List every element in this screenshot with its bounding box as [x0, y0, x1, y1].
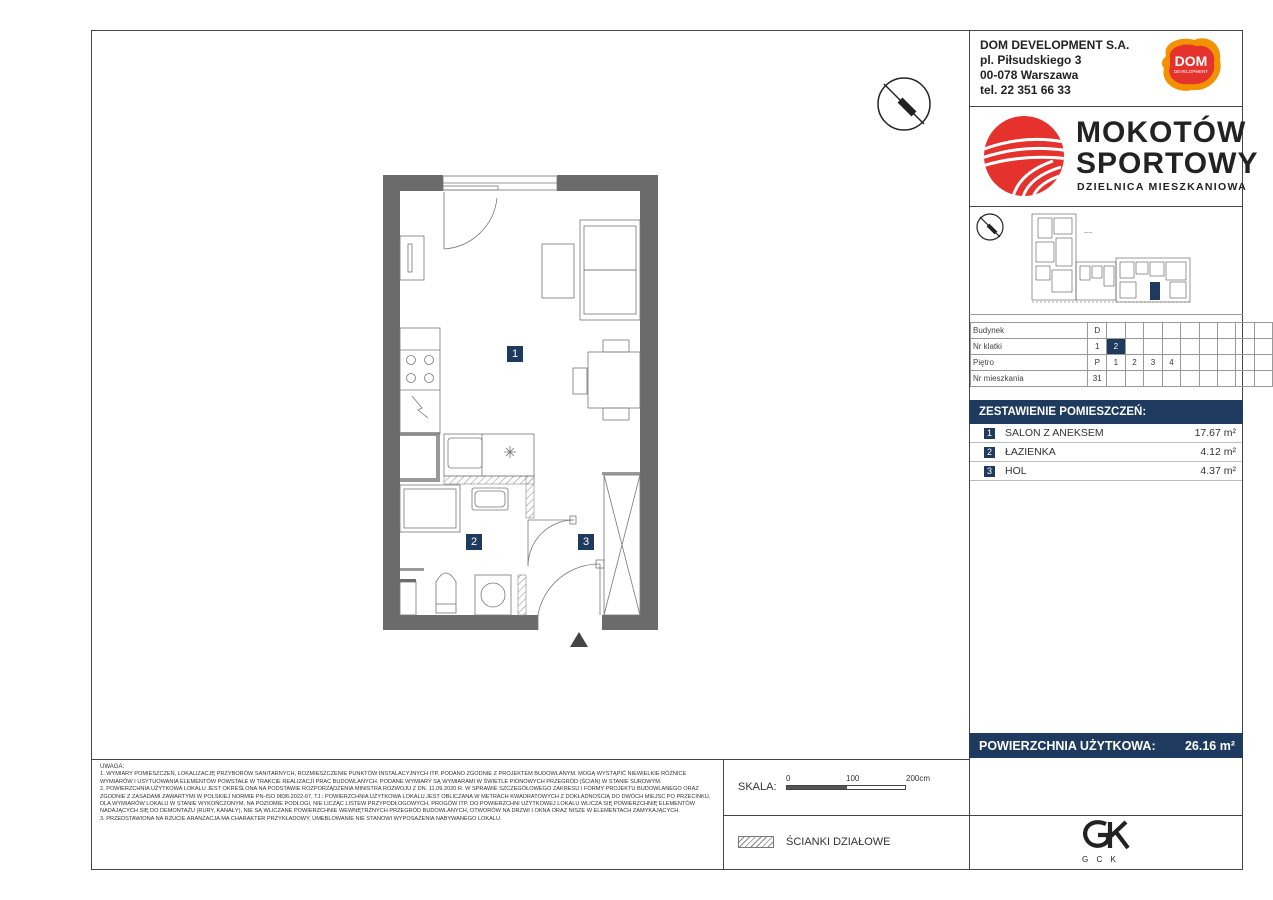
key-plan-map — [1028, 210, 1198, 306]
brand-title — [1076, 117, 1258, 179]
rooms-section-title: ZESTAWIENIE POMIESZCZEŃ: — [969, 400, 1243, 424]
unit-info-row — [971, 371, 1273, 387]
note-2: 2. POWIERZCHNIA UŻYTKOWA LOKALU JEST OKREŚLONA NA PODSTAWIE ROZPORZĄDZENIA MINISTRA ROZWOJU Z DN. 11.09.2020 R. W SPRAWIE SZCZEGÓŁOWEGO ZAKRESU I FORMY PROJEKTU BUDOWLANEGO ORAZ ZGODNIE Z ZASADAMI ZAWARTYMI W POLSKIEJ NORMIE PN-ISO 9836:2022-07, TJ.: POWIERZCHNIA UŻYTKOWA LOKALU JEST OBLICZANA W METRACH KWADRATOWYCH Z DOKŁADNOŚCIĄ DO DWÓCH MIEJSC PO PRZECINKU, DLA WYMIARÓW LOKALU W STANIE WYKOŃCZONYM, NA POZIOMIE PODŁOGI, NIE LICZĄC LISTEW PRZYPODŁOGOWYCH, PROGÓW ITP. DO POWIERZCHNI UŻYTKOWEJ LOKALU WLICZA SIĘ POWIERZCHNIĘ ELEMENTÓW NADAJĄCYCH SIĘ DO DEMONTAŻU (RURY, KANAŁY), NIE SĄ WLICZANE POWIERZCHNIE WEWNĘTRZNYCH PRZEGRÓD BUDOWLANYCH, OTWORÓW NA DRZWI I OKNA ORAZ NISZE W ELEMENTACH ZAMYKAJĄCYCH. — [100, 786, 711, 815]
room-area: 4.37 m² — [1200, 465, 1236, 477]
unit-info-table — [970, 322, 1273, 387]
unit-info-cell — [1107, 371, 1126, 387]
total-area-bar — [969, 733, 1243, 758]
mokotow-sportowy-emblem — [983, 115, 1067, 197]
unit-info-cell — [1181, 355, 1199, 371]
unit-info-cell — [1199, 339, 1217, 355]
unit-info-cell: 2 — [1107, 339, 1126, 355]
gck-letters: G C K — [1082, 855, 1119, 864]
unit-info-cell — [1144, 339, 1163, 355]
unit-info-cell: 31 — [1088, 371, 1107, 387]
scale-tick-200: 200cm — [906, 774, 931, 783]
unit-info-cell: 1 — [1107, 355, 1126, 371]
unit-info-cell — [1236, 339, 1254, 355]
unit-info-cell — [1144, 323, 1163, 339]
developer-info — [980, 38, 1129, 98]
notes-block — [100, 764, 717, 823]
rooms-list — [970, 424, 1242, 481]
unit-info-cell — [1125, 339, 1144, 355]
unit-info-cell — [1125, 323, 1144, 339]
brand-line-2: SPORTOWY — [1076, 147, 1259, 180]
unit-info-label: Nr mieszkania — [971, 371, 1088, 387]
unit-info-cell — [1254, 371, 1272, 387]
note-1: 1. WYMIARY POMIESZCZEŃ, LOKALIZACJĘ PRZYBORÓW SANITARNYCH, ROZMIESZCZENIE PUNKTÓW INSTALACYJNYCH ITP. PODANO ZGODNIE Z PROJEKTEM BUDOWLANYM. MOGĄ WYSTĄPIĆ NIEWIELKIE RÓŻNICE WYMIARÓW I USYTUOWANIA ELEMENTÓW POWSTAŁE W TRAKCIE REALIZACJI PRAC BUDOWLANYCH. PODANE WYMIARY SĄ WYMIARAMI W ŚWIETLE PIONOWYCH PRZEGRÓD (ŚCIAN) W STANIE SUROWYM. — [100, 771, 687, 785]
room-number-badge: 3 — [984, 466, 995, 477]
note-3: 3. PRZEDSTAWIONA NA RZUCIE ARANŻACJA MA CHARAKTER PRZYKŁADOWY, UMEBLOWANIE NIE STANOWI WYPOSAŻENIA NABYWANEGO LOKALU. — [100, 815, 502, 822]
svg-text:∼∼: ∼∼ — [1084, 230, 1093, 236]
unit-info-cell — [1162, 371, 1181, 387]
scale-tick-100: 100 — [846, 774, 860, 783]
total-area-label: POWIERZCHNIA UŻYTKOWA: — [979, 738, 1156, 753]
unit-info-cell — [1199, 371, 1217, 387]
room-name: SALON Z ANEKSEM — [1005, 427, 1104, 439]
room-row — [970, 424, 1242, 443]
room-number-badge: 2 — [984, 447, 995, 458]
dom-development-logo — [1158, 36, 1224, 94]
room-1-label: 1 — [511, 348, 519, 360]
unit-info-cell: 2 — [1125, 355, 1144, 371]
unit-info-cell — [1236, 371, 1254, 387]
partition-legend-label: ŚCIANKI DZIAŁOWE — [786, 836, 891, 848]
unit-info-cell — [1199, 323, 1217, 339]
unit-info-cell — [1125, 371, 1144, 387]
key-plan-compass-icon — [975, 212, 1005, 242]
unit-info-cell — [1217, 355, 1235, 371]
room-3-label: 3 — [582, 536, 590, 548]
unit-info-label: Nr klatki — [971, 339, 1088, 355]
dom-logo-text: DOM — [1174, 53, 1208, 69]
floor-plan — [370, 160, 680, 660]
room-area: 17.67 m² — [1194, 427, 1236, 439]
unit-info-cell — [1181, 371, 1199, 387]
unit-info-cell — [1217, 339, 1235, 355]
developer-name: DOM DEVELOPMENT S.A. — [980, 38, 1130, 52]
unit-info-cell: 1 — [1088, 339, 1107, 355]
unit-info-cell: 3 — [1144, 355, 1163, 371]
compass-icon — [874, 74, 934, 134]
room-area: 4.12 m² — [1200, 446, 1236, 458]
key-plan-divider — [969, 314, 1243, 315]
unit-info-cell — [1162, 339, 1181, 355]
developer-address-2: 00-078 Warszawa — [980, 68, 1079, 82]
unit-info-cell — [1199, 355, 1217, 371]
unit-info-label: Piętro — [971, 355, 1088, 371]
dom-logo-subtext: DEVELOPMENT — [1173, 69, 1208, 74]
gck-logo — [1080, 818, 1138, 852]
developer-address-1: pl. Piłsudskiego 3 — [980, 53, 1082, 67]
scale-bar — [786, 785, 906, 790]
unit-info-row — [971, 339, 1273, 355]
unit-info-cell — [1181, 339, 1199, 355]
footer-divider — [91, 759, 969, 760]
room-name: HOL — [1005, 465, 1027, 477]
sidebar-line — [969, 815, 1243, 816]
unit-info-row — [971, 323, 1273, 339]
unit-info-cell: P — [1088, 355, 1107, 371]
sidebar-line — [969, 206, 1243, 207]
room-2-label: 2 — [470, 536, 478, 548]
brand-line-1: MOKOTÓW — [1076, 116, 1247, 149]
unit-info-cell — [1254, 323, 1272, 339]
brand-tagline: DZIELNICA MIESZKANIOWA — [1077, 181, 1247, 193]
footer-divider-h — [723, 815, 969, 816]
scale-label: SKALA: — [738, 781, 777, 793]
unit-info-row — [971, 355, 1273, 371]
room-row — [970, 443, 1242, 462]
room-name: ŁAZIENKA — [1005, 446, 1056, 458]
total-area-value: 26.16 m² — [1184, 738, 1235, 753]
unit-info-cell — [1217, 323, 1235, 339]
unit-info-cell — [1236, 323, 1254, 339]
unit-info-cell — [1236, 355, 1254, 371]
unit-info-cell — [1217, 371, 1235, 387]
room-number-badge: 1 — [984, 428, 995, 439]
unit-info-cell: 4 — [1162, 355, 1181, 371]
unit-info-cell — [1144, 371, 1163, 387]
partition-legend-swatch — [738, 836, 774, 848]
notes-title: UWAGA: — [100, 764, 125, 770]
unit-info-cell — [1254, 339, 1272, 355]
unit-info-cell: D — [1088, 323, 1107, 339]
unit-info-cell — [1254, 355, 1272, 371]
sidebar-line — [969, 106, 1243, 107]
scale-bar-fill — [787, 786, 847, 789]
unit-info-cell — [1162, 323, 1181, 339]
developer-phone: tel. 22 351 66 33 — [980, 83, 1071, 97]
unit-info-cell — [1181, 323, 1199, 339]
unit-info-label: Budynek — [971, 323, 1088, 339]
room-row — [970, 462, 1242, 481]
scale-tick-0: 0 — [786, 774, 791, 783]
unit-info-cell — [1107, 323, 1126, 339]
